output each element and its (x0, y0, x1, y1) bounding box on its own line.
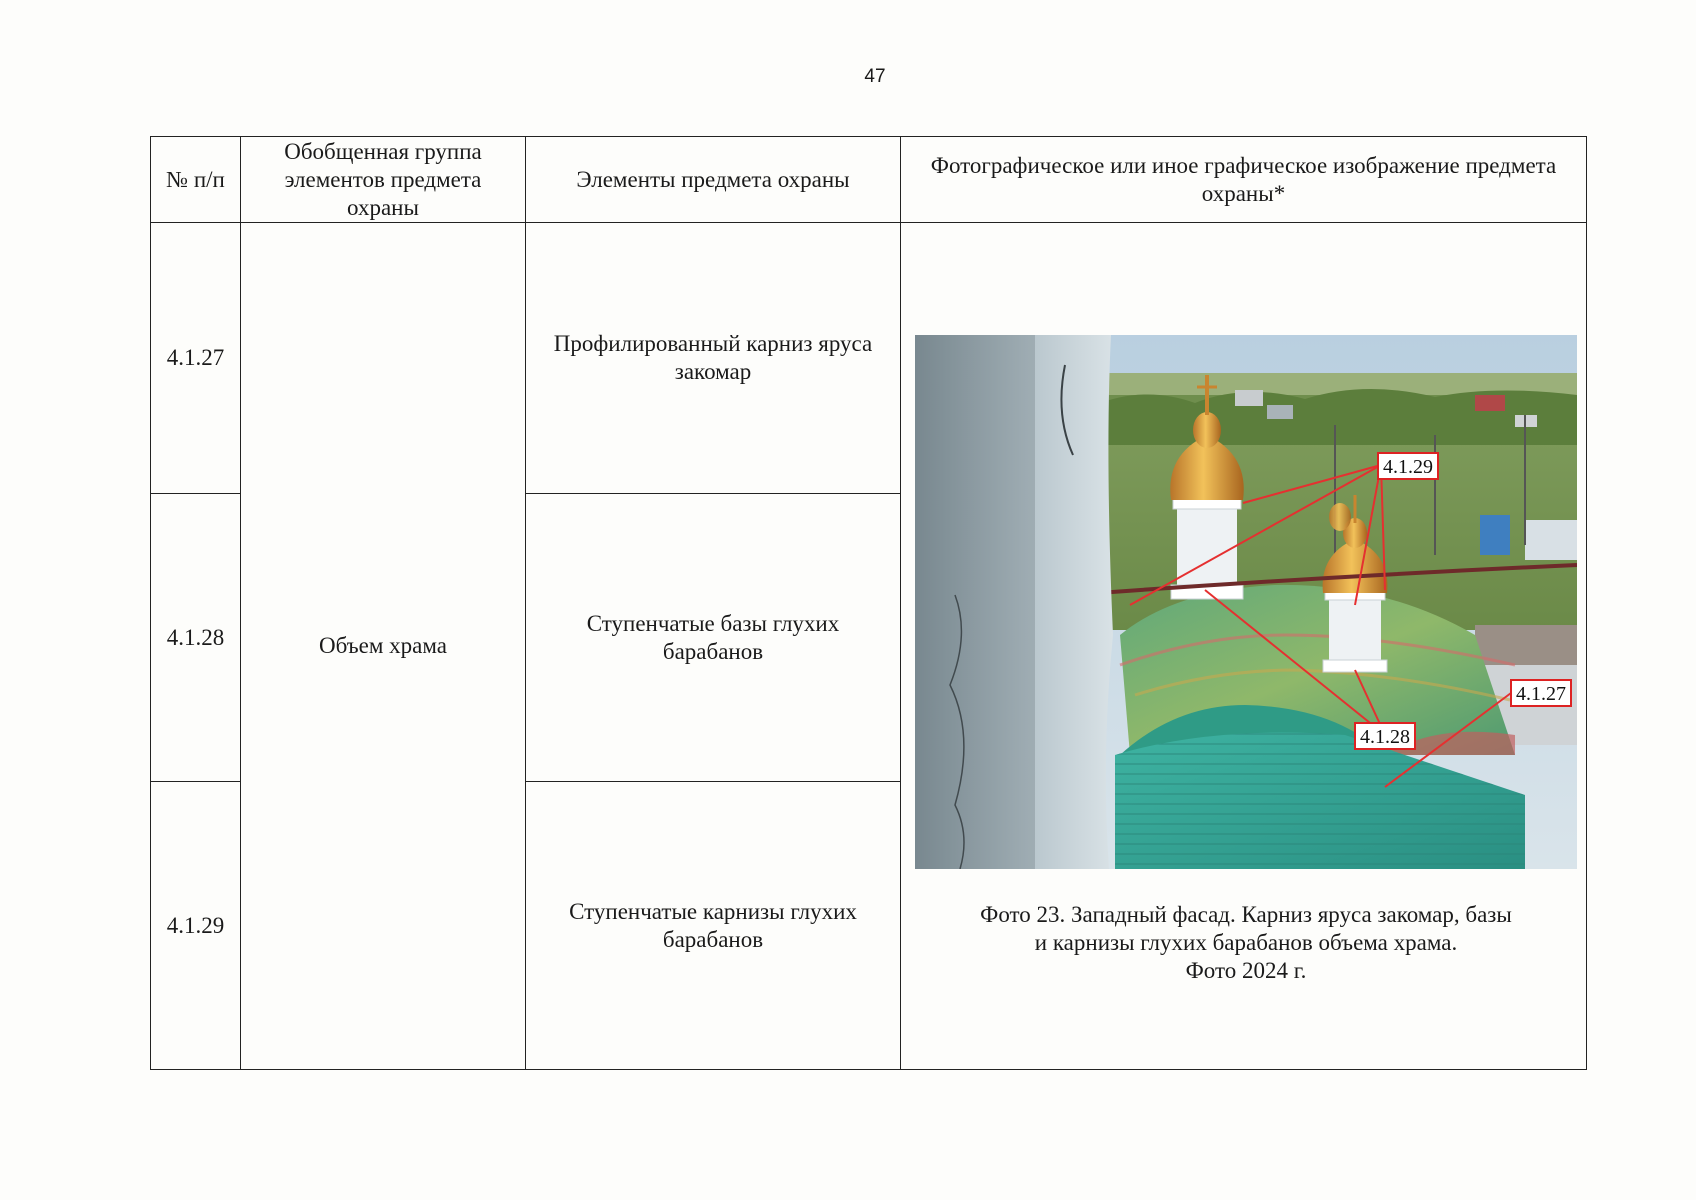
protection-elements-table (150, 136, 1587, 1070)
element-cell: Профилированный карниз яруса закомар (526, 223, 901, 494)
header-image: Фотографическое или иное графическое изображение предмета охраны* (901, 137, 1587, 223)
caption-line: Фото 2024 г. (1185, 958, 1307, 983)
element-cell: Ступенчатые базы глухих барабанов (526, 494, 901, 782)
photo-caption (915, 901, 1577, 985)
element-cell: Ступенчатые карнизы глухих барабанов (526, 782, 901, 1070)
row-number: 4.1.29 (151, 782, 241, 1070)
svg-text:4.1.27: 4.1.27 (1516, 683, 1566, 705)
svg-text:4.1.28: 4.1.28 (1360, 726, 1410, 748)
label-4-1-29 (1378, 453, 1438, 479)
caption-line: Фото 23. Западный фасад. Карниз яруса закомар, базы (980, 902, 1512, 927)
table-row (151, 223, 1587, 494)
label-4-1-27 (1511, 680, 1571, 706)
table-header-row (151, 137, 1587, 223)
caption-line: и карнизы глухих барабанов объема храма. (1034, 930, 1458, 955)
row-number: 4.1.28 (151, 494, 241, 782)
header-group: Обобщенная группа элементов предмета охраны (241, 137, 526, 223)
photo-cell (901, 223, 1587, 1070)
header-number: № п/п (151, 137, 241, 223)
row-number: 4.1.27 (151, 223, 241, 494)
page-number: 47 (864, 66, 886, 87)
header-elements: Элементы предмета охраны (526, 137, 901, 223)
church-photo (915, 335, 1577, 869)
svg-text:4.1.29: 4.1.29 (1383, 456, 1433, 478)
group-cell: Объем храма (241, 223, 526, 1070)
label-4-1-28 (1355, 723, 1415, 749)
